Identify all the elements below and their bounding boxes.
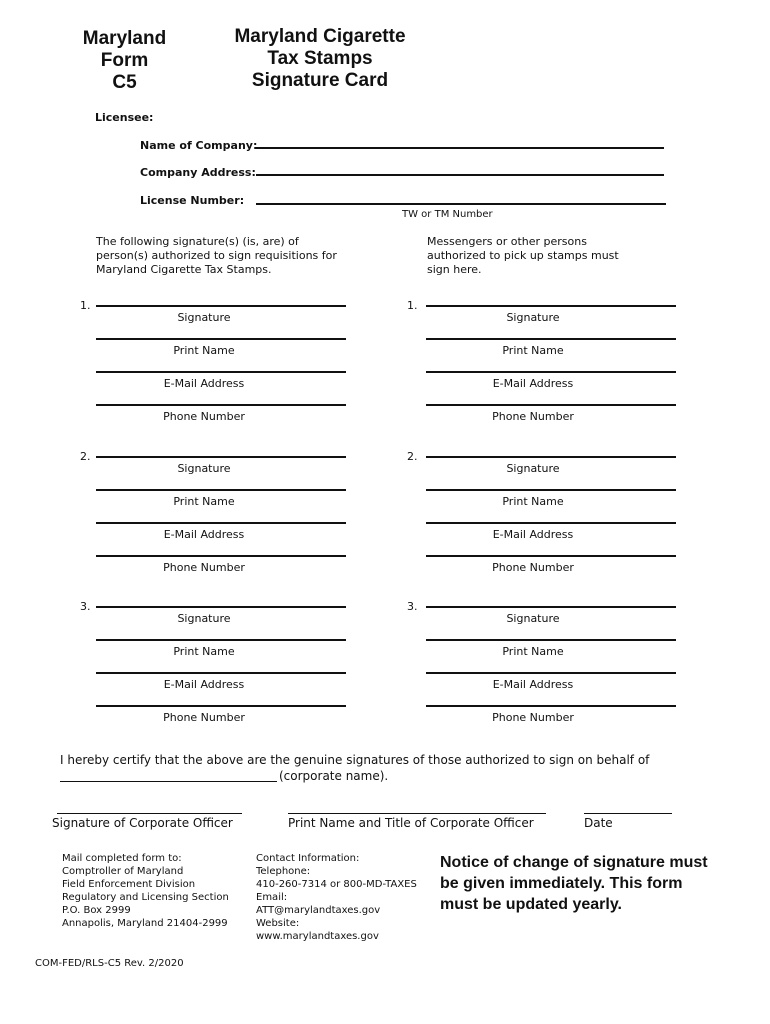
right-phone-caption: Phone Number	[492, 561, 574, 574]
signer-number: 2.	[407, 450, 418, 463]
left-email-caption: E-Mail Address	[163, 678, 245, 691]
officer-print-field[interactable]	[288, 813, 546, 814]
corporate-name-field[interactable]	[60, 781, 277, 782]
right-print-name-line[interactable]	[426, 639, 676, 641]
left-email-caption: E-Mail Address	[163, 377, 245, 390]
left-print-name-caption: Print Name	[173, 344, 235, 357]
right-email-line[interactable]	[426, 672, 676, 674]
right-phone-caption: Phone Number	[492, 410, 574, 423]
left-print-name-caption: Print Name	[173, 495, 235, 508]
right-email-line[interactable]	[426, 522, 676, 524]
license-number-label: License Number:	[140, 194, 245, 207]
signer-number: 3.	[407, 600, 418, 613]
left-phone-line[interactable]	[96, 555, 346, 557]
left-phone-line[interactable]	[96, 404, 346, 406]
left-phone-caption: Phone Number	[163, 711, 245, 724]
right-email-caption: E-Mail Address	[492, 528, 574, 541]
license-number-field[interactable]	[256, 203, 666, 205]
messengers-intro: Messengers or other persons authorized to pick up stamps must sign here.	[427, 235, 619, 276]
authorized-signers-intro: The following signature(s) (is, are) of person(s) authorized to sign requisitions for Maryland Cigarette Tax Stamps.	[96, 235, 337, 276]
company-name-field[interactable]	[256, 147, 664, 149]
left-print-name-line[interactable]	[96, 338, 346, 340]
right-signature-line[interactable]	[426, 305, 676, 307]
company-address-label: Company Address:	[140, 166, 256, 179]
right-phone-caption: Phone Number	[492, 711, 574, 724]
right-print-name-line[interactable]	[426, 489, 676, 491]
company-address-field[interactable]	[256, 174, 664, 176]
left-signature-line[interactable]	[96, 606, 346, 608]
left-signature-line[interactable]	[96, 305, 346, 307]
left-print-name-caption: Print Name	[173, 645, 235, 658]
date-field[interactable]	[584, 813, 672, 814]
signer-number: 2.	[80, 450, 91, 463]
left-email-line[interactable]	[96, 672, 346, 674]
right-signature-caption: Signature	[506, 612, 560, 625]
left-signature-caption: Signature	[177, 311, 231, 324]
left-signature-caption: Signature	[177, 612, 231, 625]
right-email-caption: E-Mail Address	[492, 678, 574, 691]
right-print-name-caption: Print Name	[502, 495, 564, 508]
left-signature-caption: Signature	[177, 462, 231, 475]
date-label: Date	[584, 816, 613, 830]
right-print-name-caption: Print Name	[502, 645, 564, 658]
right-print-name-line[interactable]	[426, 338, 676, 340]
license-number-hint: TW or TM Number	[402, 209, 493, 220]
form-number-title: Maryland Form C5	[82, 28, 167, 93]
right-signature-caption: Signature	[506, 462, 560, 475]
left-print-name-line[interactable]	[96, 639, 346, 641]
officer-signature-label: Signature of Corporate Officer	[52, 816, 233, 830]
certify-text: I hereby certify that the above are the genuine signatures of those authorized to sign on behalf of	[60, 753, 650, 767]
right-signature-caption: Signature	[506, 311, 560, 324]
left-phone-caption: Phone Number	[163, 410, 245, 423]
right-phone-line[interactable]	[426, 705, 676, 707]
signer-number: 1.	[407, 299, 418, 312]
update-notice: Notice of change of signature must be given immediately. This form must be updated yearly.	[440, 854, 708, 913]
left-signature-line[interactable]	[96, 456, 346, 458]
right-signature-line[interactable]	[426, 456, 676, 458]
licensee-label: Licensee:	[95, 111, 154, 124]
left-phone-line[interactable]	[96, 705, 346, 707]
corporate-name-label: (corporate name).	[279, 769, 389, 783]
contact-information: Contact Information: Telephone: 410-260-7314 or 800-MD-TAXES Email: ATT@marylandtaxes.gov Website: www.marylandtaxes.gov	[256, 853, 417, 942]
left-email-line[interactable]	[96, 522, 346, 524]
left-print-name-line[interactable]	[96, 489, 346, 491]
right-email-line[interactable]	[426, 371, 676, 373]
right-print-name-caption: Print Name	[502, 344, 564, 357]
left-email-caption: E-Mail Address	[163, 528, 245, 541]
left-phone-caption: Phone Number	[163, 561, 245, 574]
right-signature-line[interactable]	[426, 606, 676, 608]
form-revision: COM-FED/RLS-C5 Rev. 2/2020	[35, 958, 184, 969]
left-email-line[interactable]	[96, 371, 346, 373]
officer-print-label: Print Name and Title of Corporate Officer	[288, 816, 534, 830]
officer-signature-field[interactable]	[57, 813, 242, 814]
right-phone-line[interactable]	[426, 404, 676, 406]
right-email-caption: E-Mail Address	[492, 377, 574, 390]
signer-number: 1.	[80, 299, 91, 312]
mailing-address: Mail completed form to: Comptroller of Maryland Field Enforcement Division Regulatory and Licensing Section P.O. Box 2999 Annapolis, Maryland 21404-2999	[62, 853, 229, 929]
form-title: Maryland Cigarette Tax Stamps Signature Card	[234, 26, 406, 91]
right-phone-line[interactable]	[426, 555, 676, 557]
signer-number: 3.	[80, 600, 91, 613]
company-name-label: Name of Company:	[140, 139, 258, 152]
